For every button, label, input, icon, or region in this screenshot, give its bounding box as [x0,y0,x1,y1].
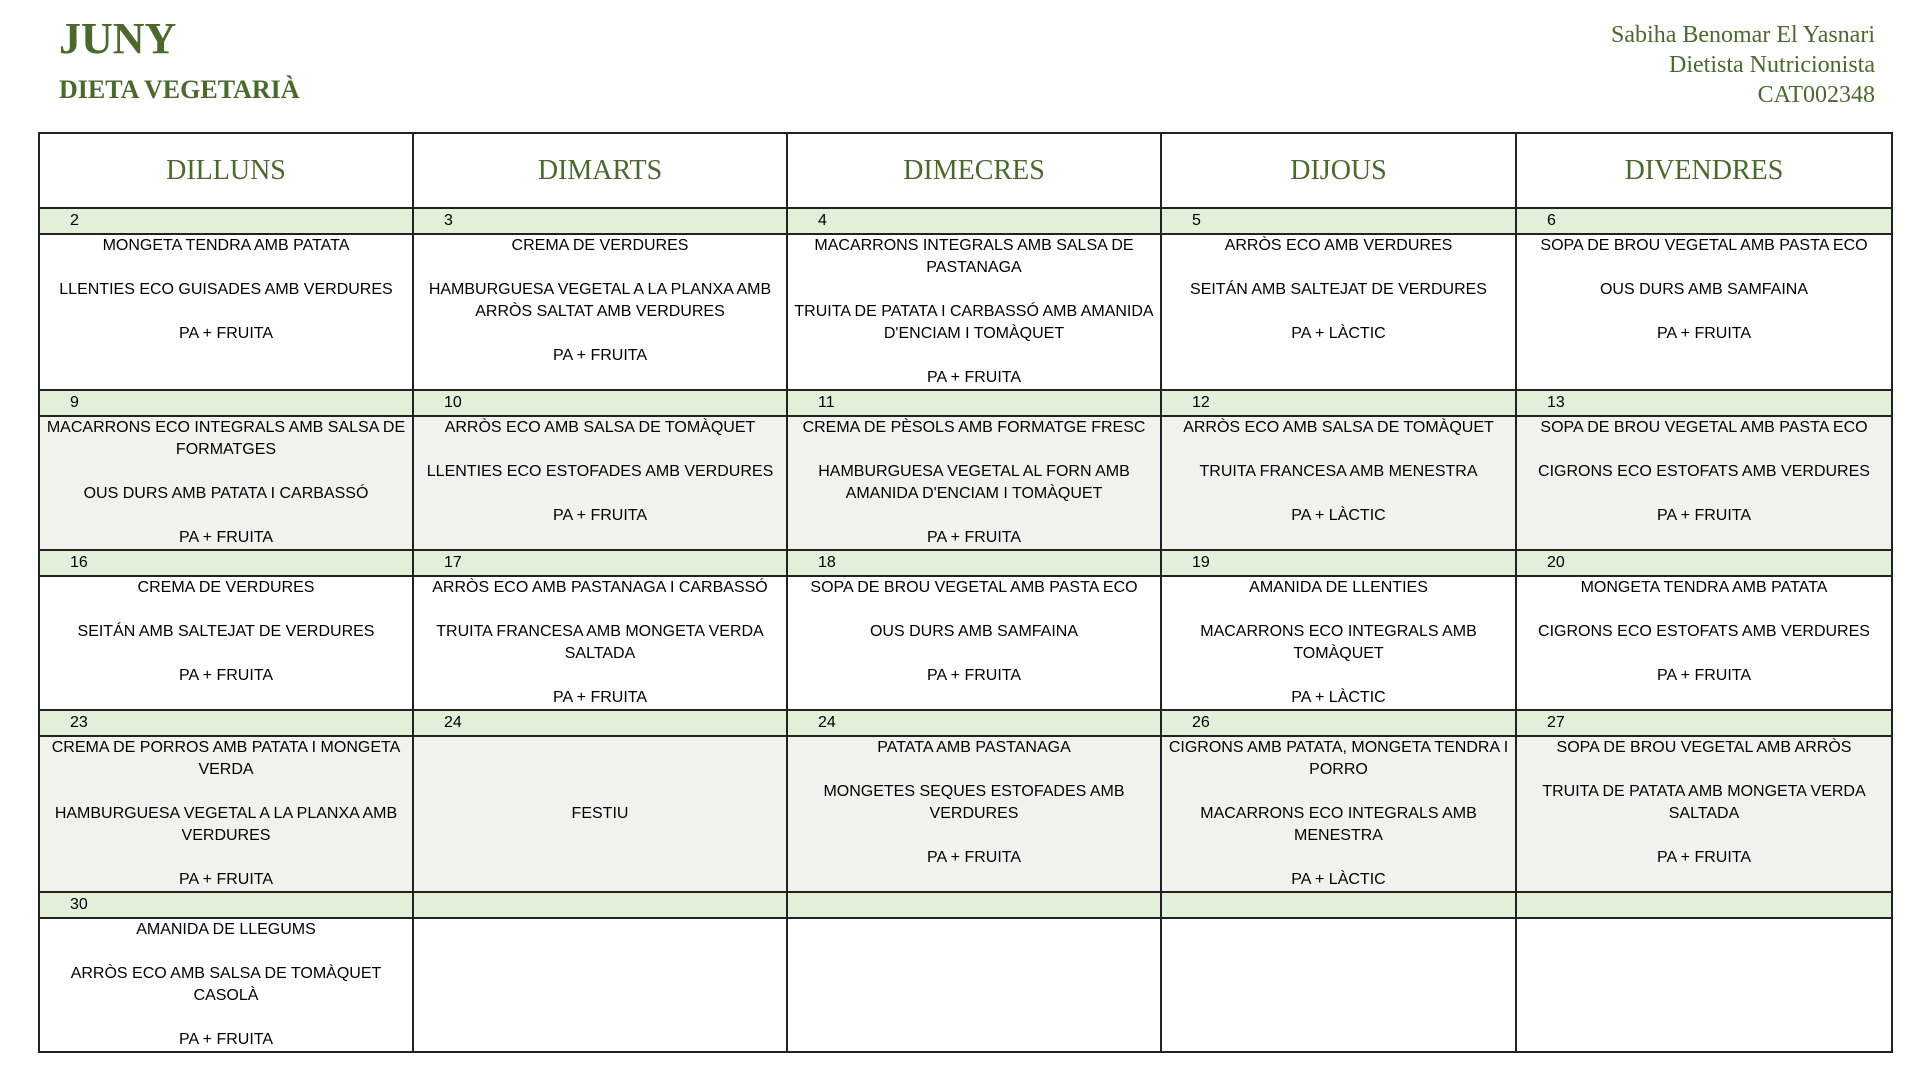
day-header-wednesday: DIMECRES [787,133,1161,208]
menu-cell: MACARRONS INTEGRALS AMB SALSA DE PASTANAGA TRUITA DE PATATA I CARBASSÓ AMB AMANIDA D'ENCIAM I TOMÀQUET PA + FRUITA [787,234,1161,390]
date-cell [413,892,787,918]
date-cell: 3 [413,208,787,234]
menu-cell [1516,918,1892,1052]
menu-cell: ARRÒS ECO AMB SALSA DE TOMÀQUET TRUITA FRANCESA AMB MENESTRA PA + LÀCTIC [1161,416,1516,550]
menu-cell: SOPA DE BROU VEGETAL AMB PASTA ECO CIGRONS ECO ESTOFATS AMB VERDURES PA + FRUITA [1516,416,1892,550]
day-header-monday: DILLUNS [39,133,413,208]
holiday-cell: FESTIU [413,736,787,892]
date-cell: 9 [39,390,413,416]
date-cell: 30 [39,892,413,918]
menu-cell: CIGRONS AMB PATATA, MONGETA TENDRA I PORRO MACARRONS ECO INTEGRALS AMB MENESTRA PA + LÀCTIC [1161,736,1516,892]
date-row-week-3 [39,550,1892,576]
date-cell: 10 [413,390,787,416]
menu-cell: ARRÒS ECO AMB SALSA DE TOMÀQUET LLENTIES ECO ESTOFADES AMB VERDURES PA + FRUITA [413,416,787,550]
date-cell: 11 [787,390,1161,416]
date-cell: 24 [787,710,1161,736]
menu-cell: AMANIDA DE LLEGUMS ARRÒS ECO AMB SALSA DE TOMÀQUET CASOLÀ PA + FRUITA [39,918,413,1052]
author-block [1611,20,1875,110]
menu-cell [787,918,1161,1052]
menu-row-week-3 [39,576,1892,710]
menu-cell: CREMA DE PÈSOLS AMB FORMATGE FRESC HAMBURGUESA VEGETAL AL FORN AMB AMANIDA D'ENCIAM I TOMÀQUET PA + FRUITA [787,416,1161,550]
author-code: CAT002348 [1757,82,1875,108]
title-block [59,12,300,106]
menu-cell: ARRÒS ECO AMB PASTANAGA I CARBASSÓ TRUITA FRANCESA AMB MONGETA VERDA SALTADA PA + FRUITA [413,576,787,710]
menu-cell: MACARRONS ECO INTEGRALS AMB SALSA DE FORMATGES OUS DURS AMB PATATA I CARBASSÓ PA + FRUITA [39,416,413,550]
menu-cell: SOPA DE BROU VEGETAL AMB PASTA ECO OUS DURS AMB SAMFAINA PA + FRUITA [1516,234,1892,390]
date-cell: 23 [39,710,413,736]
menu-cell: CREMA DE PORROS AMB PATATA I MONGETA VERDA HAMBURGUESA VEGETAL A LA PLANXA AMB VERDURES PA + FRUITA [39,736,413,892]
date-row-week-5 [39,892,1892,918]
diet-subtitle: DIETA VEGETARIÀ [59,75,300,104]
date-cell: 5 [1161,208,1516,234]
month-title: JUNY [59,14,177,63]
date-cell: 16 [39,550,413,576]
menu-row-week-4 [39,736,1892,892]
day-header-friday: DIVENDRES [1516,133,1892,208]
date-cell: 19 [1161,550,1516,576]
day-header-row [39,133,1892,208]
date-cell [1161,892,1516,918]
date-row-week-2 [39,390,1892,416]
menu-row-week-1 [39,234,1892,390]
menu-cell: MONGETA TENDRA AMB PATATA LLENTIES ECO GUISADES AMB VERDURES PA + FRUITA [39,234,413,390]
menu-cell: SOPA DE BROU VEGETAL AMB PASTA ECO OUS DURS AMB SAMFAINA PA + FRUITA [787,576,1161,710]
menu-row-week-5 [39,918,1892,1052]
menu-row-week-2 [39,416,1892,550]
date-cell: 26 [1161,710,1516,736]
menu-cell [1161,918,1516,1052]
date-cell: 6 [1516,208,1892,234]
date-cell: 18 [787,550,1161,576]
menu-cell: CREMA DE VERDURES SEITÁN AMB SALTEJAT DE VERDURES PA + FRUITA [39,576,413,710]
date-cell: 12 [1161,390,1516,416]
date-cell: 20 [1516,550,1892,576]
date-cell [1516,892,1892,918]
day-header-thursday: DIJOUS [1161,133,1516,208]
date-row-week-1 [39,208,1892,234]
menu-cell: ARRÒS ECO AMB VERDURES SEITÁN AMB SALTEJAT DE VERDURES PA + LÀCTIC [1161,234,1516,390]
menu-cell: AMANIDA DE LLENTIES MACARRONS ECO INTEGRALS AMB TOMÀQUET PA + LÀCTIC [1161,576,1516,710]
menu-calendar [38,132,1893,1053]
date-cell: 27 [1516,710,1892,736]
date-cell: 17 [413,550,787,576]
menu-cell: CREMA DE VERDURES HAMBURGUESA VEGETAL A LA PLANXA AMB ARRÒS SALTAT AMB VERDURES PA + FRUITA [413,234,787,390]
date-cell: 2 [39,208,413,234]
menu-cell [413,918,787,1052]
author-name: Sabiha Benomar El Yasnari [1611,22,1875,48]
day-header-tuesday: DIMARTS [413,133,787,208]
menu-cell: PATATA AMB PASTANAGA MONGETES SEQUES ESTOFADES AMB VERDURES PA + FRUITA [787,736,1161,892]
date-row-week-4 [39,710,1892,736]
date-cell: 4 [787,208,1161,234]
author-role: Dietista Nutricionista [1669,52,1875,78]
date-cell: 24 [413,710,787,736]
date-cell [787,892,1161,918]
menu-cell: MONGETA TENDRA AMB PATATA CIGRONS ECO ESTOFATS AMB VERDURES PA + FRUITA [1516,576,1892,710]
menu-cell: SOPA DE BROU VEGETAL AMB ARRÒS TRUITA DE PATATA AMB MONGETA VERDA SALTADA PA + FRUITA [1516,736,1892,892]
date-cell: 13 [1516,390,1892,416]
